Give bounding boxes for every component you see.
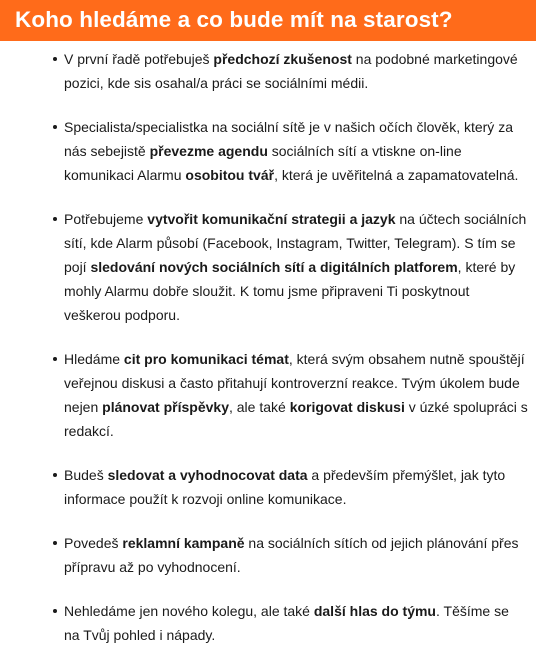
plain-text: Hledáme [64,351,124,367]
plain-text: na podobné marketingové pozici, kde sis osahal/a práci se sociálními médii. [64,51,518,91]
plain-text: . Těšíme se na Tvůj pohled i nápady. [64,603,509,643]
list-item [0,531,536,579]
bullet-icon [53,217,57,221]
list-item [0,115,536,187]
item-text [64,51,518,91]
plain-text: , která svým obsahem nutně spouštějí veřejnou diskusi a často přitahují kontroverzní reakce. Tvým úkolem bude nejen [64,351,525,415]
plain-text: sociálních sítí a vtiskne on-line komunikaci Alarmu [64,143,462,183]
list-item [0,207,536,327]
emphasis-text: vytvořit komunikační strategii a jazyk [147,211,396,227]
emphasis-text: cit pro komunikaci témat [123,351,289,367]
responsibilities-list [0,47,536,647]
emphasis-text: sledovat a vyhodnocovat data [107,467,308,483]
item-text [64,119,518,183]
plain-text: Specialista/specialistka na sociální sítě je v našich očích člověk, který za nás sebejistě [64,119,513,159]
section-title: Koho hledáme a co bude mít na starost? [15,7,453,32]
plain-text: , ale také [228,399,290,415]
plain-text: , která je uvěřitelná a zapamatovatelná. [274,167,519,183]
emphasis-text: korigovat diskusi [289,399,405,415]
bullet-icon [53,57,57,61]
emphasis-text: předchozí zkušenost [213,51,352,67]
plain-text: na účtech sociálních sítí, kde Alarm působí (Facebook, Instagram, Twitter, Telegram). S tím se pojí [64,211,527,275]
item-text [64,211,526,323]
item-text [64,467,505,507]
emphasis-text: osobitou tvář [185,167,275,183]
bullet-icon [53,609,57,613]
list-item [0,599,536,647]
emphasis-text: převezme agendu [149,143,268,159]
item-text [64,535,518,575]
emphasis-text: reklamní kampaně [122,535,245,551]
plain-text: Nehledáme jen nového kolegu, ale také [64,603,314,619]
bullet-icon [53,541,57,545]
bullet-icon [53,357,57,361]
item-text [64,603,509,643]
plain-text: a především přemýšlet, jak tyto informace použít k rozvoji online komunikace. [64,467,506,507]
plain-text: na sociálních sítích od jejich plánování přes přípravu až po vyhodnocení. [64,535,519,575]
emphasis-text: další hlas do týmu [313,603,436,619]
bullet-icon [53,473,57,477]
plain-text: Budeš [64,467,108,483]
list-item [0,347,536,443]
emphasis-text: sledování nových sociálních sítí a digitálních platforem [90,259,458,275]
plain-text: v úzké spolupráci s redakcí. [64,399,528,439]
plain-text: Potřebujeme [64,211,148,227]
bullet-icon [53,125,57,129]
list-item [0,47,536,95]
plain-text: V první řadě potřebuješ [64,51,214,67]
list-item [0,463,536,511]
section-header [0,0,536,41]
plain-text: Povedeš [64,535,123,551]
plain-text: , které by mohly Alarmu dobře sloužit. K tomu jsme připraveni Ti poskytnout veškerou podporu. [64,259,516,323]
item-text [64,351,528,439]
emphasis-text: plánovat příspěvky [102,399,229,415]
